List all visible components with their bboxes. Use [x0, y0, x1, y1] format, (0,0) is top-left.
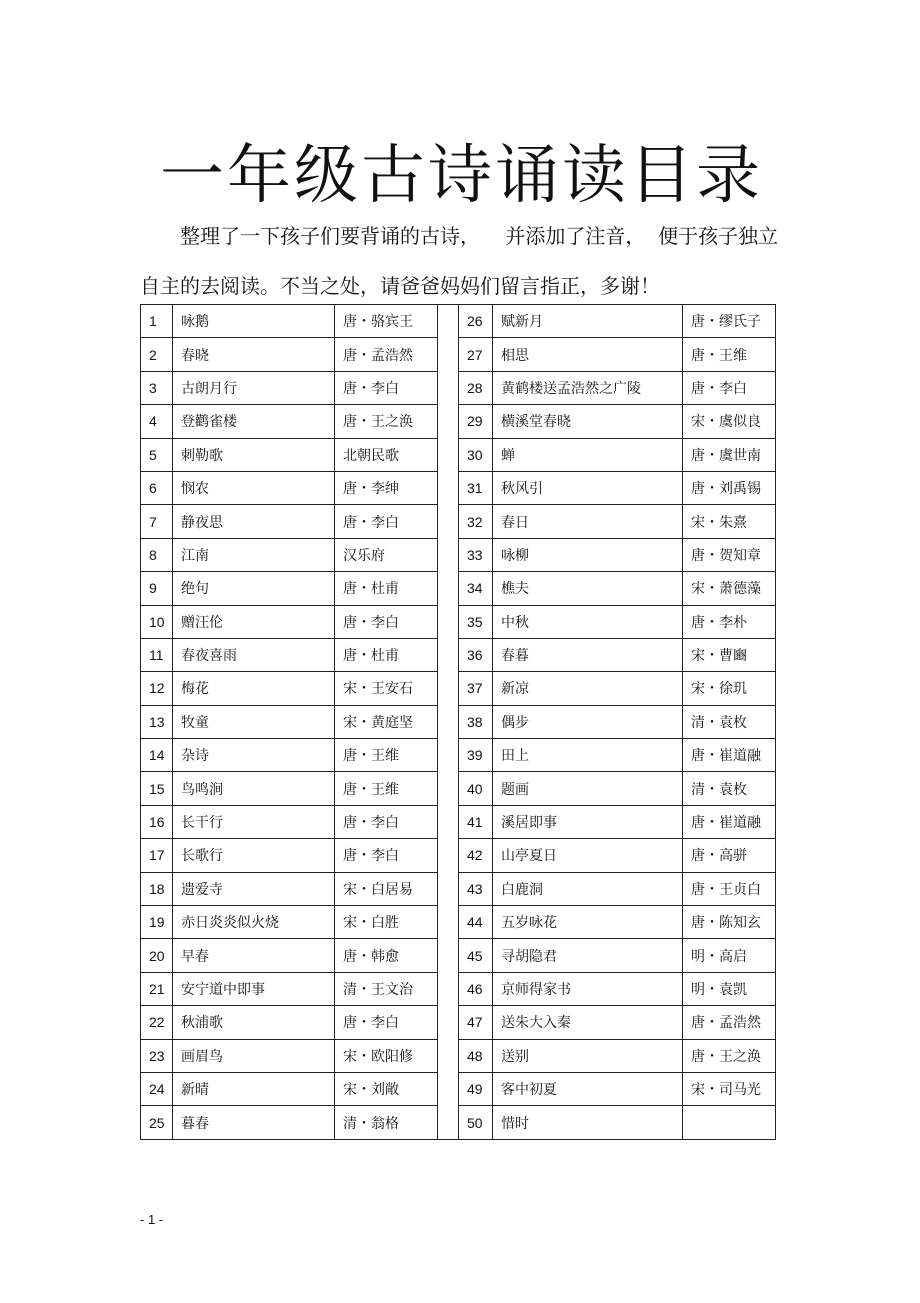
poem-author: 明・袁凯 [683, 972, 776, 1005]
poem-author: 唐・孟浩然 [335, 338, 438, 371]
column-gap [438, 739, 459, 772]
poem-author: 唐・李白 [335, 605, 438, 638]
poem-number: 41 [459, 805, 493, 838]
poem-number: 15 [141, 772, 173, 805]
poem-number: 9 [141, 572, 173, 605]
poem-title: 横溪堂春晓 [493, 405, 683, 438]
poem-title: 绝句 [173, 572, 335, 605]
poem-title: 题画 [493, 772, 683, 805]
poem-title: 春日 [493, 505, 683, 538]
poem-author: 唐・孟浩然 [683, 1006, 776, 1039]
poem-title: 长歌行 [173, 839, 335, 872]
column-gap [438, 338, 459, 371]
poem-number: 46 [459, 972, 493, 1005]
table-row [141, 338, 776, 371]
poem-title: 咏柳 [493, 538, 683, 571]
table-row [141, 1006, 776, 1039]
poem-author: 宋・黄庭坚 [335, 705, 438, 738]
poem-title: 白鹿洞 [493, 872, 683, 905]
poem-author: 宋・白胜 [335, 906, 438, 939]
poem-author: 唐・缪氏子 [683, 305, 776, 338]
poem-author: 宋・朱熹 [683, 505, 776, 538]
poem-author: 宋・司马光 [683, 1072, 776, 1105]
poem-author: 唐・李白 [683, 371, 776, 404]
poem-author: 唐・李白 [335, 1006, 438, 1039]
table-row [141, 438, 776, 471]
poem-title: 画眉鸟 [173, 1039, 335, 1072]
poem-number: 23 [141, 1039, 173, 1072]
poem-title: 登鹳雀楼 [173, 405, 335, 438]
poem-number: 11 [141, 638, 173, 671]
poem-number: 20 [141, 939, 173, 972]
intro-line-1: 整理了一下孩子们要背诵的古诗， 并添加了注音， 便于孩子独立 [180, 224, 779, 248]
poem-author: 宋・刘敞 [335, 1072, 438, 1105]
poem-author: 唐・刘禹锡 [683, 471, 776, 504]
poem-author: 唐・崔道融 [683, 805, 776, 838]
poem-title: 早春 [173, 939, 335, 972]
poem-number: 50 [459, 1106, 493, 1139]
poem-title: 悯农 [173, 471, 335, 504]
table-row [141, 572, 776, 605]
table-row [141, 972, 776, 1005]
poem-author: 汉乐府 [335, 538, 438, 571]
page-title: 一年级古诗诵读目录 [160, 139, 763, 213]
poem-number: 7 [141, 505, 173, 538]
poem-title: 新凉 [493, 672, 683, 705]
column-gap [438, 906, 459, 939]
poem-number: 8 [141, 538, 173, 571]
poem-author: 唐・骆宾王 [335, 305, 438, 338]
poem-title: 新晴 [173, 1072, 335, 1105]
poem-author: 唐・韩愈 [335, 939, 438, 972]
poem-number: 40 [459, 772, 493, 805]
poem-number: 5 [141, 438, 173, 471]
poem-author: 唐・杜甫 [335, 572, 438, 605]
poem-title: 秋风引 [493, 471, 683, 504]
poem-number: 13 [141, 705, 173, 738]
poem-table [140, 304, 776, 1140]
poem-title: 赠汪伦 [173, 605, 335, 638]
table-row [141, 906, 776, 939]
poem-author: 唐・李白 [335, 371, 438, 404]
poem-number: 34 [459, 572, 493, 605]
table-row [141, 605, 776, 638]
column-gap [438, 1072, 459, 1105]
poem-number: 45 [459, 939, 493, 972]
poem-title: 溪居即事 [493, 805, 683, 838]
table-row [141, 305, 776, 338]
poem-author: 清・袁枚 [683, 705, 776, 738]
poem-title: 赋新月 [493, 305, 683, 338]
poem-title: 京师得家书 [493, 972, 683, 1005]
column-gap [438, 1039, 459, 1072]
poem-number: 1 [141, 305, 173, 338]
poem-number: 28 [459, 371, 493, 404]
poem-author: 清・袁枚 [683, 772, 776, 805]
table-row [141, 505, 776, 538]
poem-title: 送朱大入秦 [493, 1006, 683, 1039]
table-row [141, 371, 776, 404]
poem-author: 唐・李白 [335, 805, 438, 838]
poem-number: 3 [141, 371, 173, 404]
poem-author: 唐・王贞白 [683, 872, 776, 905]
poem-title: 黄鹤楼送孟浩然之广陵 [493, 371, 683, 404]
poem-title: 秋浦歌 [173, 1006, 335, 1039]
poem-number: 6 [141, 471, 173, 504]
poem-author: 唐・杜甫 [335, 638, 438, 671]
poem-title: 蝉 [493, 438, 683, 471]
poem-number: 19 [141, 906, 173, 939]
poem-author: 唐・李绅 [335, 471, 438, 504]
poem-author: 唐・李白 [335, 505, 438, 538]
column-gap [438, 638, 459, 671]
column-gap [438, 839, 459, 872]
poem-author: 清・翁格 [335, 1106, 438, 1139]
poem-title: 中秋 [493, 605, 683, 638]
poem-number: 39 [459, 739, 493, 772]
poem-number: 2 [141, 338, 173, 371]
table-row [141, 1039, 776, 1072]
poem-author: 北朝民歌 [335, 438, 438, 471]
poem-number: 29 [459, 405, 493, 438]
column-gap [438, 972, 459, 1005]
poem-title: 客中初夏 [493, 1072, 683, 1105]
poem-title: 咏鹅 [173, 305, 335, 338]
poem-number: 25 [141, 1106, 173, 1139]
poem-title: 春暮 [493, 638, 683, 671]
poem-number: 37 [459, 672, 493, 705]
table-row [141, 772, 776, 805]
table-row [141, 405, 776, 438]
poem-author: 唐・王之涣 [335, 405, 438, 438]
poem-title: 田上 [493, 739, 683, 772]
poem-author: 宋・欧阳修 [335, 1039, 438, 1072]
poem-title: 惜时 [493, 1106, 683, 1139]
poem-number: 4 [141, 405, 173, 438]
poem-title: 送别 [493, 1039, 683, 1072]
poem-title: 樵夫 [493, 572, 683, 605]
poem-number: 30 [459, 438, 493, 471]
poem-number: 17 [141, 839, 173, 872]
poem-title: 赤日炎炎似火烧 [173, 906, 335, 939]
poem-title: 五岁咏花 [493, 906, 683, 939]
poem-author: 唐・王之涣 [683, 1039, 776, 1072]
table-row [141, 1106, 776, 1139]
poem-number: 24 [141, 1072, 173, 1105]
table-row [141, 805, 776, 838]
poem-number: 21 [141, 972, 173, 1005]
poem-title: 春夜喜雨 [173, 638, 335, 671]
poem-author: 唐・王维 [335, 739, 438, 772]
poem-title: 刺勒歌 [173, 438, 335, 471]
poem-author [683, 1106, 776, 1139]
column-gap [438, 405, 459, 438]
poem-author: 唐・王维 [335, 772, 438, 805]
column-gap [438, 572, 459, 605]
poem-title: 杂诗 [173, 739, 335, 772]
poem-number: 31 [459, 471, 493, 504]
table-row [141, 1072, 776, 1105]
poem-number: 38 [459, 705, 493, 738]
poem-number: 14 [141, 739, 173, 772]
poem-author: 唐・崔道融 [683, 739, 776, 772]
column-gap [438, 805, 459, 838]
poem-author: 唐・高骈 [683, 839, 776, 872]
poem-author: 唐・虞世南 [683, 438, 776, 471]
poem-author: 宋・虞似良 [683, 405, 776, 438]
poem-title: 鸟鸣涧 [173, 772, 335, 805]
poem-number: 43 [459, 872, 493, 905]
column-gap [438, 939, 459, 972]
poem-number: 33 [459, 538, 493, 571]
poem-number: 48 [459, 1039, 493, 1072]
poem-number: 35 [459, 605, 493, 638]
column-gap [438, 305, 459, 338]
column-gap [438, 705, 459, 738]
poem-author: 宋・萧德藻 [683, 572, 776, 605]
table-row [141, 872, 776, 905]
poem-title: 梅花 [173, 672, 335, 705]
column-gap [438, 505, 459, 538]
column-gap [438, 538, 459, 571]
poem-title: 暮春 [173, 1106, 335, 1139]
poem-number: 12 [141, 672, 173, 705]
poem-number: 16 [141, 805, 173, 838]
poem-title: 安宁道中即事 [173, 972, 335, 1005]
intro-line-2: 自主的去阅读。不当之处，请爸爸妈妈们留言指正，多谢！ [140, 274, 660, 298]
poem-title: 古朗月行 [173, 371, 335, 404]
poem-number: 42 [459, 839, 493, 872]
poem-number: 49 [459, 1072, 493, 1105]
column-gap [438, 672, 459, 705]
poem-author: 宋・曹豳 [683, 638, 776, 671]
column-gap [438, 872, 459, 905]
poem-number: 32 [459, 505, 493, 538]
table-row [141, 839, 776, 872]
poem-author: 唐・王维 [683, 338, 776, 371]
poem-title: 静夜思 [173, 505, 335, 538]
poem-author: 宋・王安石 [335, 672, 438, 705]
poem-title: 江南 [173, 538, 335, 571]
poem-number: 22 [141, 1006, 173, 1039]
poem-title: 遗爱寺 [173, 872, 335, 905]
poem-title: 长干行 [173, 805, 335, 838]
column-gap [438, 605, 459, 638]
table-row [141, 471, 776, 504]
table-row [141, 939, 776, 972]
poem-number: 47 [459, 1006, 493, 1039]
poem-number: 18 [141, 872, 173, 905]
poem-title: 偶步 [493, 705, 683, 738]
table-row [141, 739, 776, 772]
poem-title: 寻胡隐君 [493, 939, 683, 972]
poem-author: 唐・贺知章 [683, 538, 776, 571]
page-number: - 1 - [140, 1212, 164, 1227]
column-gap [438, 371, 459, 404]
column-gap [438, 772, 459, 805]
poem-author: 宋・白居易 [335, 872, 438, 905]
poem-author: 唐・李白 [335, 839, 438, 872]
table-row [141, 705, 776, 738]
column-gap [438, 1006, 459, 1039]
poem-author: 明・高启 [683, 939, 776, 972]
poem-author: 唐・李朴 [683, 605, 776, 638]
poem-title: 相思 [493, 338, 683, 371]
poem-author: 清・王文治 [335, 972, 438, 1005]
table-row [141, 538, 776, 571]
table-row [141, 672, 776, 705]
column-gap [438, 438, 459, 471]
poem-number: 10 [141, 605, 173, 638]
poem-number: 36 [459, 638, 493, 671]
poem-author: 唐・陈知玄 [683, 906, 776, 939]
poem-number: 44 [459, 906, 493, 939]
column-gap [438, 1106, 459, 1139]
poem-author: 宋・徐玑 [683, 672, 776, 705]
poem-number: 27 [459, 338, 493, 371]
poem-number: 26 [459, 305, 493, 338]
poem-title: 春晓 [173, 338, 335, 371]
column-gap [438, 471, 459, 504]
poem-title: 山亭夏日 [493, 839, 683, 872]
poem-title: 牧童 [173, 705, 335, 738]
table-row [141, 638, 776, 671]
